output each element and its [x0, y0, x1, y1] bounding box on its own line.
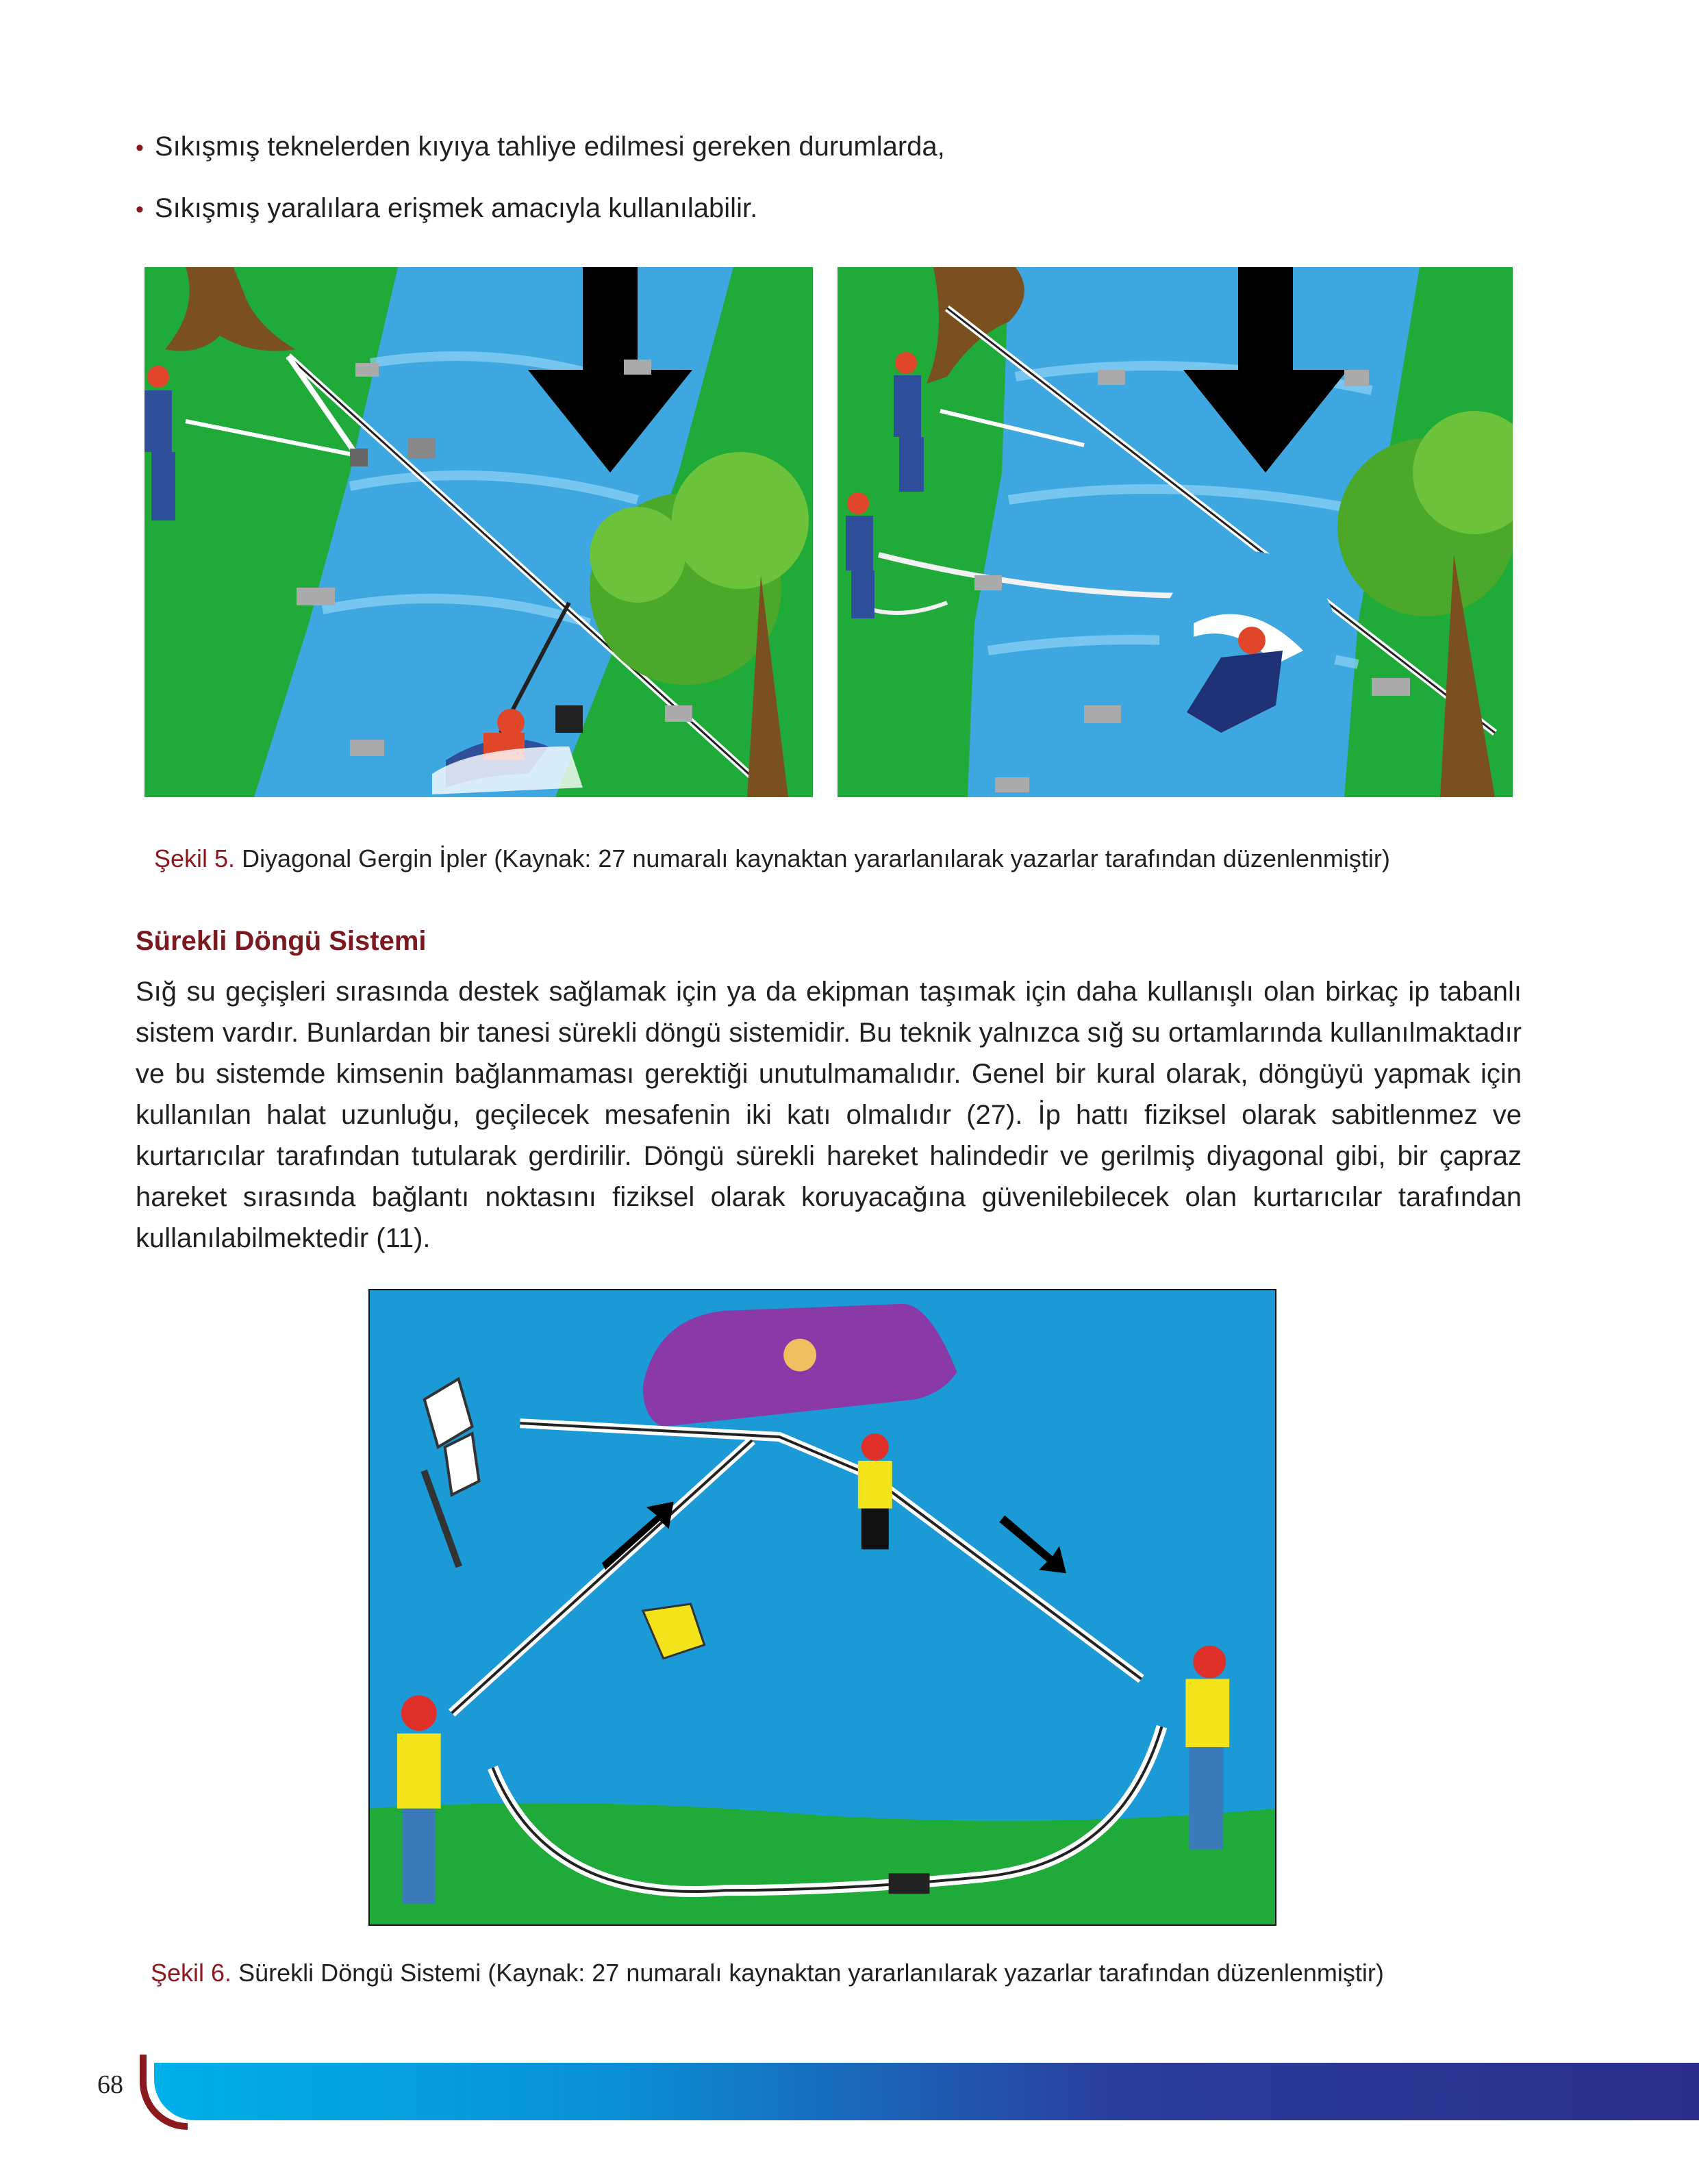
figure5-right-illustration	[838, 267, 1513, 797]
bullet-dot-icon: •	[136, 197, 144, 223]
riverbank-rescue-right-icon	[838, 267, 1513, 797]
figure6-caption	[151, 1957, 1384, 1990]
figure5-caption	[154, 842, 1390, 875]
figure5-caption-text: Diyagonal Gergin İpler (Kaynak: 27 numaralı kaynaktan yararlanılarak yazarlar tarafından düzenlenmiştir)	[235, 844, 1390, 873]
section-heading: Sürekli Döngü Sistemi	[136, 926, 427, 956]
footer-curve-icon	[140, 2055, 188, 2130]
figure6-label: Şekil 6.	[151, 1959, 232, 1987]
page-number: 68	[97, 2070, 123, 2099]
figure5-left-illustration	[144, 267, 813, 797]
figure6-illustration	[368, 1289, 1276, 1926]
body-paragraph: Sığ su geçişleri sırasında destek sağlamak için ya da ekipman taşımak için daha kullanışlı olan birkaç ip tabanlı sistem vardır. Bunlardan bir tanesi sürekli döngü sistemidir. Bu teknik yalnızca sığ su ortamlarında kullanılmaktadır ve bu sistemde kimsenin bağlanmaması gerektiği unutulmamalıdır. Genel bir kural olarak, döngüyü yapmak için kullanılan halat uzunluğu, geçilecek mesafenin iki katı olmalıdır (27). İp hattı fiziksel olarak sabitlenmez ve kurtarıcılar tarafından tutularak gerdirilir. Döngü sürekli hareket halindedir ve gerilmiş diyagonal gibi, bir çapraz hareket sırasında bağlantı noktasını fiziksel olarak koruyacağına güvenilebilecek olan kurtarıcılar tarafından kullanılabilmektedir (11).	[136, 977, 1522, 1253]
bullet-item	[136, 129, 1505, 166]
bullet-dot-icon: •	[136, 135, 144, 161]
bullet-list	[136, 129, 1505, 252]
bullet-item	[136, 190, 1505, 227]
figure6-caption-text: Sürekli Döngü Sistemi (Kaynak: 27 numaralı kaynaktan yararlanılarak yazarlar tarafından düzenlenmiştir)	[231, 1959, 1384, 1987]
figure5-label: Şekil 5.	[154, 844, 236, 873]
bullet-text: Sıkışmış teknelerden kıyıya tahliye edilmesi gereken durumlarda,	[154, 131, 945, 162]
footer-bar	[154, 2063, 1699, 2120]
bullet-text: Sıkışmış yaralılara erişmek amacıyla kullanılabilir.	[154, 193, 758, 223]
riverbank-rescue-left-icon	[144, 267, 813, 797]
continuous-loop-rescue-icon	[370, 1290, 1275, 1924]
